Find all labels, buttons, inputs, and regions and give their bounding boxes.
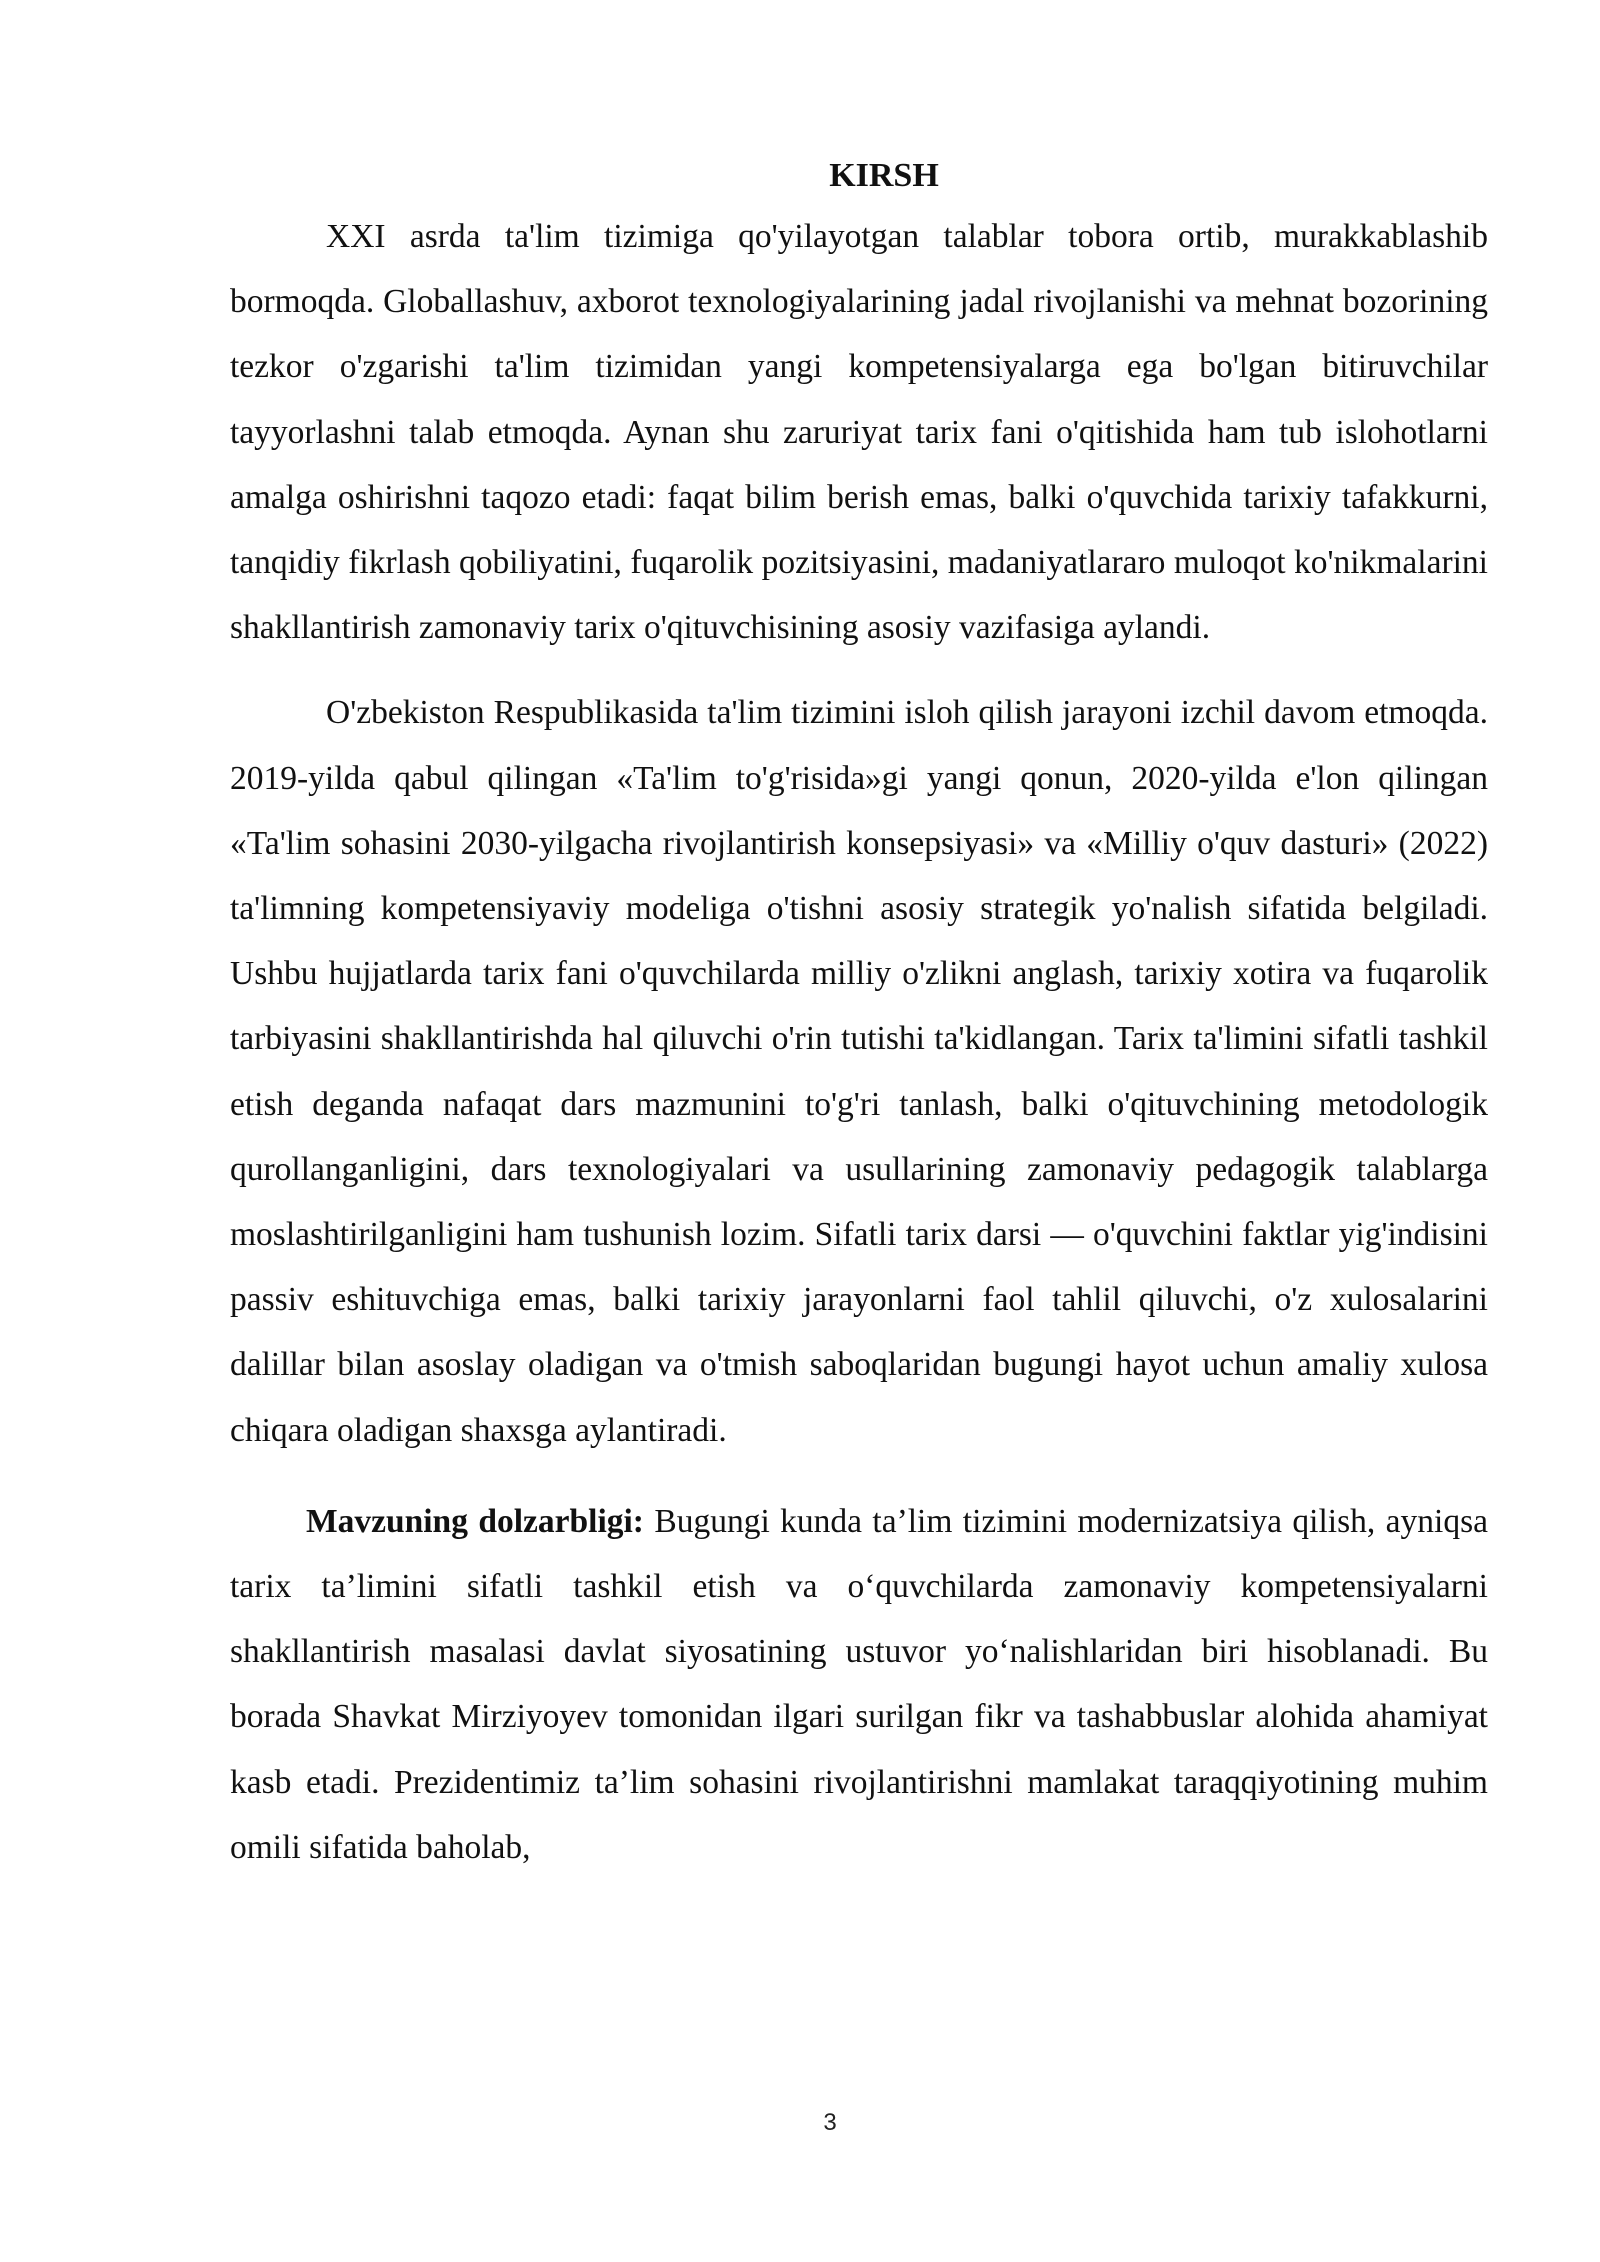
section-heading: KIRSH xyxy=(829,157,939,194)
page-body xyxy=(230,148,1488,1880)
paragraph-intro: XXI asrda ta'lim tizimiga qo'yilayotgan talablar tobora ortib, murakkablashib bormoqda. Globallashuv, axborot texnologiyalarining jadal rivojlanishi va mehnat bozorining tezkor o'zgarishi ta'lim tizimidan yangi kompetensiyalarga ega bo'lgan bitiruvchilar tayyorlashni talab etmoqda. Aynan shu zaruriyat tarix fani o'qitishida ham tub islohotlarni amalga oshirishni taqozo etadi: faqat bilim berish emas, balki o'quvchida tarixiy tafakkurni, tanqidiy fikrlash qobiliyatini, fuqarolik pozitsiyasini, madaniyatlararo muloqot ko'nikmalarini shakllantirish zamonaviy tarix o'qituvchisining asosiy vazifasiga aylandi. xyxy=(230,218,1488,647)
page-number: 3 xyxy=(823,2109,837,2136)
paragraph-reform: O'zbekiston Respublikasida ta'lim tizimini isloh qilish jarayoni izchil davom etmoqda. 2019-yilda qabul qilingan «Ta'lim to'g'risida»gi yangi qonun, 2020-yilda e'lon qilingan «Ta'lim sohasini 2030-yilgacha rivojlantirish konsepsiyasi» va «Milliy o'quv dasturi» (2022) ta'limning kompetensiyaviy modeliga o'tishni asosiy strategik yo'nalish sifatida belgiladi. Ushbu hujjatlarda tarix fani o'quvchilarda milliy o'zlikni anglash, tarixiy xotira va fuqarolik tarbiyasini shakllantirishda hal qiluvchi o'rin tutishi ta'kidlangan. Tarix ta'limini sifatli tashkil etish deganda nafaqat dars mazmunini to'g'ri tanlash, balki o'qituvchining metodologik qurollanganligini, dars texnologiyalari va usullarining zamonaviy pedagogik talablarga moslashtirilganligini ham tushunish lozim. Sifatli tarix darsi — o'quvchini faktlar yig'indisini passiv eshituvchiga emas, balki tarixiy jarayonlarni faol tahlil qiluvchi, o'z xulosalarini dalillar bilan asoslay oladigan va o'tmish saboqlaridan bugungi hayot uchun amaliy xulosa chiqara oladigan shaxsga aylantiradi. xyxy=(230,694,1488,1449)
relevance-text: Bugungi kunda ta’lim tizimini modernizatsiya qilish, ayniqsa tarix ta’limini sifatli tashkil etish va o‘quvchilarda zamonaviy kompetensiyalarni shakllantirish masalasi davlat siyosatining ustuvor yo‘nalishlaridan biri hisoblanadi. Bu borada Shavkat Mirziyoyev tomonidan ilgari surilgan fikr va tashabbuslar alohida ahamiyat kasb etadi. Prezidentimiz ta’lim sohasini rivojlantirishni mamlakat taraqqiyotining muhim omili sifatida baholab, xyxy=(230,1502,1488,1866)
relevance-label: Mavzuning dolzarbligi: xyxy=(306,1502,644,1540)
paragraph-relevance xyxy=(230,1489,1488,1880)
